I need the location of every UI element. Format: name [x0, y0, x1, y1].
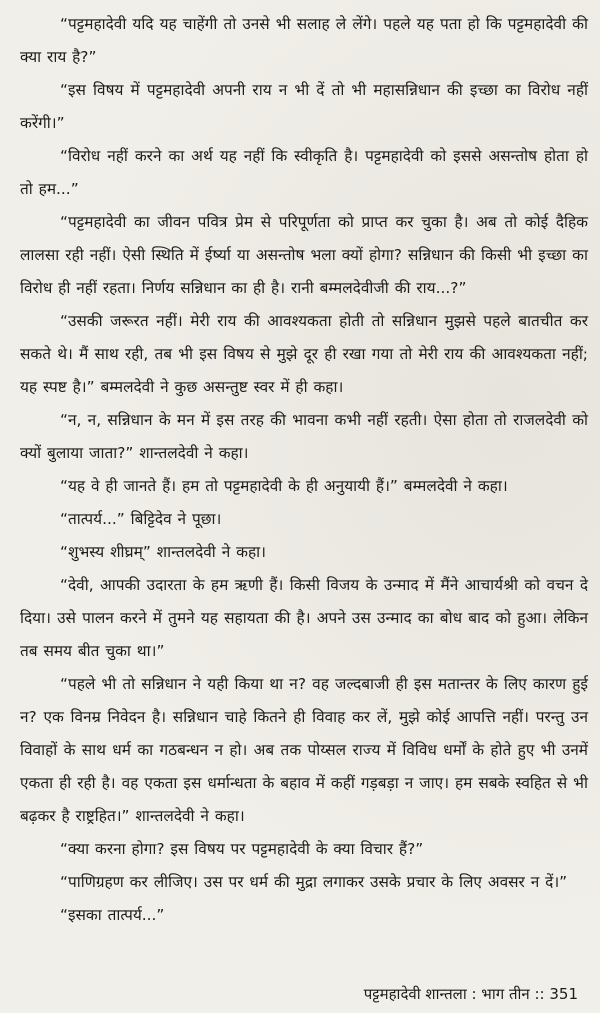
- paragraph: “तात्पर्य...” बिट्टिदेव ने पूछा।: [60, 510, 222, 528]
- paragraph: “पहले भी तो सन्निधान ने यही किया था न? वह जल्दबाजी ही इस मतान्तर के लिए कारण हुई न? एक विनम्र निवेदन है। सन्निधान चाहे कितने ही विवाह कर लें, मुझे कोई आपत्ति नहीं। परन्तु उन विवाहों के साथ धर्म का गठबन्धन न हो। अब तक पोय्सल राज्य में विविध धर्मों के होते हुए भी उनमें एकता ही रही है। वह एकता इस धर्मान्धता के बहाव में कहीं गड़बड़ा न जाए। हम सबके स्वहित से भी बढ़कर है राष्ट्रहित।” शान्तलदेवी ने कहा।: [20, 675, 588, 825]
- page-number: 351: [549, 985, 578, 1003]
- paragraph: “पट्टमहादेवी का जीवन पवित्र प्रेम से परिपूर्णता को प्राप्त कर चुका है। अब तो कोई दैहिक लालसा रही नहीं। ऐसी स्थिति में ईर्ष्या या असन्तोष भला क्यों होगा? सन्निधान की किसी भी इच्छा का विरोध ही नहीं रहता। निर्णय सन्निधान का ही है। रानी बम्मलदेवीजी की राय...?”: [20, 213, 588, 297]
- paragraph: “क्या करना होगा? इस विषय पर पट्टमहादेवी के क्या विचार हैं?”: [60, 840, 424, 858]
- paragraph: “इसका तात्पर्य...”: [60, 906, 165, 924]
- paragraph: “विरोध नहीं करने का अर्थ यह नहीं कि स्वीकृति है। पट्टमहादेवी को इससे असन्तोष होता हो तो हम...”: [20, 147, 588, 198]
- paragraph: “उसकी जरूरत नहीं। मेरी राय की आवश्यकता होती तो सन्निधान मुझसे पहले बातचीत कर सकते थे। मैं साथ रही, तब भी इस विषय से मुझे दूर ही रखा गया तो मेरी राय की आवश्यकता नहीं; यह स्पष्ट है।” बम्मलदेवी ने कुछ असन्तुष्ट स्वर में ही कहा।: [20, 312, 588, 396]
- paragraph: “देवी, आपकी उदारता के हम ऋणी हैं। किसी विजय के उन्माद में मैंने आचार्यश्री को वचन दे दिया। उसे पालन करने में तुमने यह सहायता की है। अपने उस उन्माद का बोध बाद को हुआ। लेकिन तब समय बीत चुका था।”: [20, 576, 588, 660]
- paragraph: “पट्टमहादेवी यदि यह चाहेंगी तो उनसे भी सलाह ले लेंगे। पहले यह पता हो कि पट्टमहादेवी की क्या राय है?”: [20, 15, 588, 66]
- paragraph: “शुभस्य शीघ्रम्” शान्तलदेवी ने कहा।: [60, 543, 266, 561]
- paragraph: “यह वे ही जानते हैं। हम तो पट्टमहादेवी के ही अनुयायी हैं।” बम्मलदेवी ने कहा।: [60, 477, 508, 495]
- running-title: पट्टमहादेवी शान्तला : भाग तीन ::: [363, 985, 545, 1003]
- page-footer: [364, 984, 578, 1004]
- body-text: [20, 8, 588, 932]
- paragraph: “न, न, सन्निधान के मन में इस तरह की भावना कभी नहीं रहती। ऐसा होता तो राजलदेवी को क्यों बुलाया जाता?” शान्तलदेवी ने कहा।: [20, 411, 588, 462]
- paragraph: “पाणिग्रहण कर लीजिए। उस पर धर्म की मुद्रा लगाकर उसके प्रचार के लिए अवसर न दें।”: [60, 873, 568, 891]
- paragraph: “इस विषय में पट्टमहादेवी अपनी राय न भी दें तो भी महासन्निधान की इच्छा का विरोध नहीं करेंगी।”: [20, 81, 588, 132]
